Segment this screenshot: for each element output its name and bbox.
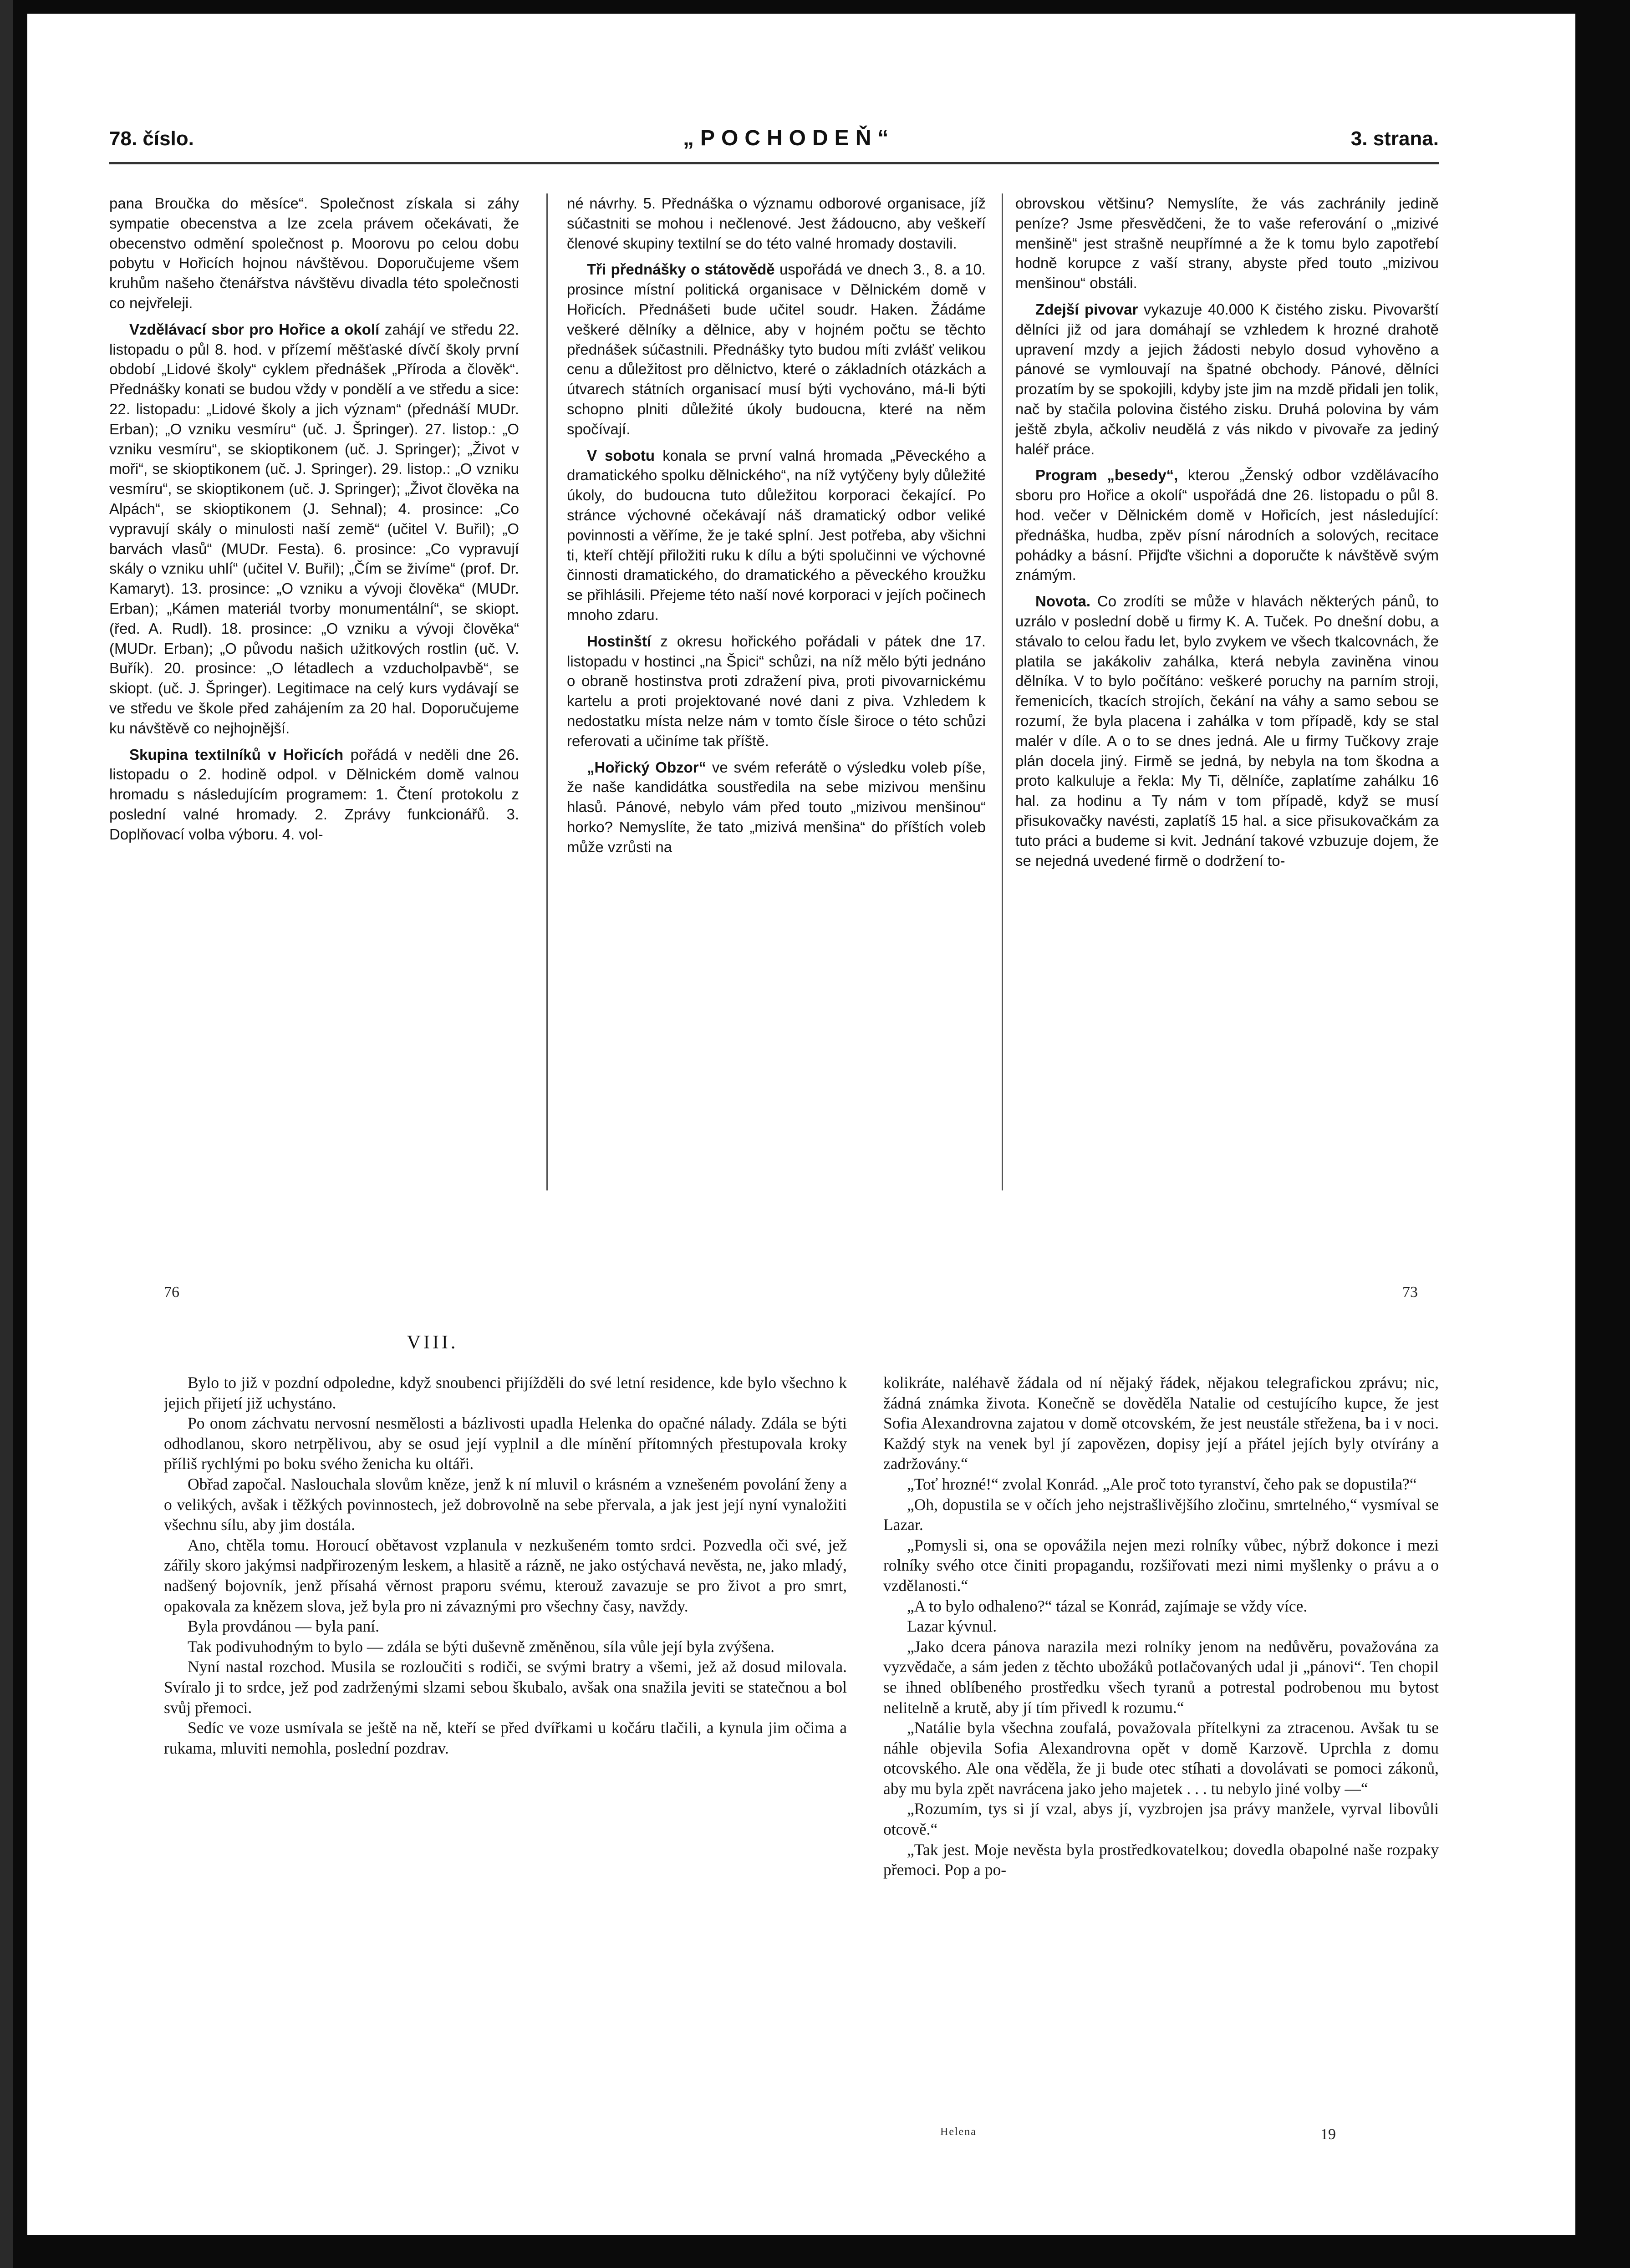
book-paragraph: Sedíc ve voze usmívala se ještě na ně, kteří se před dvířkami u kočáru tlačili, a kynula jim očima a rukama, mluviti nemohla, poslední pozdrav.	[164, 1719, 847, 1757]
book-paragraph: „Jako dcera pánova narazila mezi rolníky jenom na nedůvěru, považována za vyzvědače, a sám jeden z těchto ubožáků potlačovaných udal ji „pánovi“. Ten chopil se ihned oblíbeného prostředku všech tyranů a potrestal podrobenou mu bytost nelitelně a krutě, aby jí tím přivedl k rozumu.“	[883, 1637, 1439, 1717]
book-paragraph: Byla provdánou — byla paní.	[188, 1617, 379, 1636]
article-heading: „Hořický Obzor“	[587, 758, 707, 776]
article-body: konala se první valná hromada „Pěveckého a dramatického spolku dělnického“, na níž vytýčeny byly důležité úkoly, do budoucna tuto důležitou korporaci čekající. Po stránce výchovné očekávají náš dramatický odbor veliké povinnosti a věříme, že je také splní. Jest potřeba, aby všichni ti, kteří chtějí přiložiti ruku k dílu a býti spolučinni ve výchovné činnosti dramatického, do dramatického a pěveckého kroužku se přihlásili. Přejeme této naší nové korporaci v jejích počinech mnoho zdaru.	[567, 447, 986, 623]
header-divider	[109, 162, 1439, 164]
article-obzor-continued: obrovskou většinu? Nemyslíte, že vás zachránily jedině peníze? Jsme přesvědčeni, že to vaše referování o „mizivé menšině“ jest strašně neupřímné a že k tomu bylo zapotřebí hodně korupce z vaší strany, abyste před touto „mizivou menšinou“ obstáli.	[1015, 195, 1439, 292]
article-body: zahájí ve středu 22. listopadu o půl 8. hod. v přízemí měšťaské dívčí školy první období „Lidové školy“ cyklem přednášek „Příroda a člověk“. Přednášky konati se budou vždy v pondělí a ve středu a sice: 22. listopadu: „Lidové školy a jich význam“ (přednáší MUDr. Erban); „O vzniku vesmíru“ (uč. J. Špringer). 27. listop.: „O vzniku vesmíru“, se skioptikonem (uč. J. Springer); „Život v moři“, se skioptikonem (uč. J. Springer). 29. listop.: „O vzniku vesmíru“, se skioptikonem (uč. J. Springer); „Život člověka na Alpách“, se skioptikonem (J. Sehnal); 4. prosince: „Co vypravují skály o minulosti naší země“ (učitel V. Buřil); „O barvách vlasů“ (MUDr. Festa). 6. prosince: „Co vypravují skály o vzniku uhlí“ (učitel V. Buřil); „Čím se živíme“ (prof. Dr. Kamaryt). 13. prosince: „O vzniku a vývoji člověka“ (MUDr. Erban); „Kámen materiál tvorby monumentální“, se skiopt. (řed. A. Rudl). 18. prosince: „O vzniku a vývoji člověka“ (MUDr. Erban); „O původu našich užitkových rostlin (uč. V. Buřík). 20. prosince: „O létadlech a vzducholpavbě“, se skiopt. (uč. J. Špringer). Legitimace na celý kurs vydávají se ve středu ve škole před zahájením za 20 hal. Doporučujeme ku návštěvě co nejhojnější.	[109, 320, 519, 737]
article-heading: Program „besedy“,	[1035, 467, 1178, 484]
book-paragraph: Nyní nastal rozchod. Musila se rozloučiti s rodiči, se svými bratry a všemi, jež až dosud milovala. Svíralo ji to srdce, jež pod zadrženými slzami sebou škubalo, avšak ona snažila jeviti se statečnou a bol svůj přemoci.	[164, 1658, 847, 1717]
book-paragraph: Obřad započal. Naslouchala slovům kněze, jenž k ní mluvil o krásném a vznešeném povolání ženy a o velikých, avšak i těžkých povinnostech, jež dobrovolně na sebe přervala, a jak jest její nyní vynaložiti všechnu sílu, aby jim dostála.	[164, 1475, 847, 1534]
scan-border-left	[0, 0, 13, 2268]
article-heading: Hostinští	[587, 632, 652, 650]
book-right-column	[883, 1373, 1439, 2206]
article-body: vykazuje 40.000 K čistého zisku. Pivovarští dělníci již od jara domáhají se vzhledem k hrozné drahotě upravení mzdy a jejich žádosti nebylo dosud vyhověno a pánové se vymlouvají na špatné obchody. Pánové, dělníci prozatím by se spokojili, kdyby jste jim na mzdě přidali jen tolik, nač by stačila polovina čistého zisku. Druhá polovina by vám ještě zbyla, ačkoliv neudělá z vás nikdo v pivovaře za jediný haléř práce.	[1015, 300, 1439, 458]
book-page-number-left: 76	[164, 1284, 179, 1301]
article-textile-group	[109, 745, 519, 844]
book-page-number-right: 73	[1402, 1284, 1418, 1301]
article-heading: V sobotu	[587, 447, 655, 464]
article-heading: Novota.	[1035, 593, 1091, 610]
article-innkeepers	[567, 631, 986, 751]
book-paragraph: „A to bylo odhaleno?“ tázal se Konrád, zajímaje se vždy více.	[907, 1597, 1308, 1615]
issue-number: 78. číslo.	[109, 127, 194, 150]
book-paragraph: „Toť hrozné!“ zvolal Konrád. „Ale proč toto tyranství, čeho pak se dopustila?“	[907, 1475, 1417, 1493]
column-divider	[546, 193, 548, 1190]
book-footer-page: 19	[1320, 2126, 1336, 2143]
newspaper-header	[109, 123, 1439, 155]
book-paragraph: Bylo to již v pozdní odpoledne, když snoubenci přijížděli do své letní residence, kde bylo všechno k jejich přijetí již uchystáno.	[164, 1373, 847, 1412]
article-heading: Zdejší pivovar	[1035, 300, 1138, 318]
article-heading: Vzdělávací sbor pro Hořice a okolí	[129, 320, 380, 338]
article-novota	[1015, 591, 1439, 870]
book-paragraph: Lazar kývnul.	[907, 1617, 997, 1636]
article-body: Co zrodíti se může v hlavách některých pánů, to uzrálo v poslední době u firmy K. A. Tuček. Po dnešní dobu, a stávalo to celou řadu let, bylo zvykem ve všech tkalcovnách, že platila se jakákoliv zahálka, která nebyla zaviněna vinou dělníka. V to bylo počítáno: veškeré poruchy na parním stroji, řemenicích, tkacích strojích, čekání na váhy a samo sebou se rozumí, že byla placena i zahálka v tom případě, kdy se stal malér v díle. A o to se dnes jedná. Ale u firmy Tučkovy zraje plán docela jiný. Firmě se jedná, by nebyla na tom škodna a proto kalkuluje a řekla: My Ti, dělníče, zaplatíme zahálku 16 hal. za hodinu a Ty nám v tom případě, když se musí přisukovačky navésti, zaplatíš 15 hal. a sice přisukovačkám za tuto práci a budeme si kvit. Jednání takové vzbuzuje dojem, že se nejedná uvedené firmě o dodržení to-	[1015, 593, 1439, 869]
article-state-lectures	[567, 259, 986, 439]
article-heading: Tři přednášky o státovědě	[587, 261, 775, 278]
book-paragraph: Tak podivuhodným to bylo — zdála se býti duševně změněnou, síla vůle její byla zvýšena.	[188, 1637, 775, 1656]
article-moor-theatre: pana Broučka do měsíce“. Společnost získala si záhy sympatie obecenstva a lze zcela právem očekávati, že obecenstvo odmění společnost p. Moorovu po celou dobu pobytu v Hořicích hojnou návštěvou. Doporučujeme všem kruhům našeho čtenářstva návštěvu divadla této společnosti co nejvřeleji.	[109, 195, 519, 311]
column-divider	[1002, 193, 1003, 1190]
article-body: kterou „Ženský odbor vzdělávacího sboru pro Hořice a okolí“ uspořádá dne 26. listopadu o půl 8. hod. večer v Dělnickém domě v Hořicích, jest následující: přednáška, hudba, zpěv písní národních a solových, recitace pohádky a básní. Přijďte všichni a doporučte k návštěvě svým známým.	[1015, 467, 1439, 584]
article-body: z okresu hořického pořádali v pátek dne 17. listopadu v hostinci „na Špici“ schůzi, na níž mělo býti jednáno o obraně hostinstva proti zdražení piva, proti pivovarnickému kartelu a proti projektované nové dani z piva. Vzhledem k nedostatku místa nelze nám v tomto čísle široce o této schůzi referovati a učiníme tak příště.	[567, 632, 986, 749]
book-paragraph: kolikráte, naléhavě žádala od ní nějaký řádek, nějakou telegrafickou zprávu; nic, žádná známka života. Konečně se dověděla Natalie od cestujícího kupce, že jest Sofia Alexandrovna zajatou v domě otcovském, že jest neustále střežena, ba i v noci. Každý styk na venek byl jí zapovězen, dopisy její a přátel jejích byly otvírány a zadržovány.“	[883, 1373, 1439, 1473]
newspaper-column-2	[567, 193, 986, 1200]
article-beseda-program	[1015, 465, 1439, 585]
newspaper-title: „POCHODEŇ“	[683, 126, 895, 150]
book-left-column	[164, 1373, 847, 2206]
book-paragraph: „Tak jest. Moje nevěsta byla prostředkovatelkou; dovedla obapolné naše rozpaky přemoci. Pop a po-	[883, 1840, 1439, 1879]
chapter-heading: VIII.	[407, 1332, 458, 1353]
book-paragraph: „Natálie byla všechna zoufalá, považovala přítelkyni za ztracenou. Avšak tu se náhle objevila Sofia Alexandrovna opět v domě Karzově. Uprchla z domu otcovského. Ale ona věděla, že ji bude otec stíhati a dovolávati se pomoci zákonů, aby mu byla zpět navrácena jako jeho majetek . . . tu nebylo jiné volby —“	[883, 1719, 1439, 1798]
book-paragraph: Ano, chtěla tomu. Horoucí obětavost vzplanula v nezkušeném tomto srdci. Pozvedla oči své, jež zářily skoro jakýmsi nadpřirozeným leskem, a hlasitě a rázně, ne jako ostýchavá nevěsta, ne, jako mladý, nadšený bojovník, jenž přísahá věrnost praporu svému, kterouž zavazuje se pro život a pro smrt, opakovala za knězem slova, jež byla pro ni závaznými pro všechny časy, navždy.	[164, 1536, 847, 1615]
book-paragraph: Po onom záchvatu nervosní nesmělosti a bázlivosti upadla Helenka do opačné nálady. Zdála se býti odhodlanou, skoro netrpělivou, aby se osud její vyplnil a dle mínění přítomných přestupovala kroky příliš rychlými po boku svého ženicha ku oltáři.	[164, 1414, 847, 1473]
scanned-page	[27, 14, 1575, 2235]
newspaper-column-1	[109, 193, 519, 1200]
newspaper-column-3	[1015, 193, 1439, 1200]
article-textile-continued: né návrhy. 5. Přednáška o významu odborové organisace, jíž súčastniti se mohou i nečlenové. Jest žádoucno, aby veškeří členové skupiny textilní se do této valné hromady dostavili.	[567, 195, 986, 252]
page-number: 3. strana.	[1350, 127, 1439, 150]
book-paragraph: „Oh, dopustila se v očích jeho nejstrašlivějšího zločinu, smrtelného,“ vysmíval se Lazar.	[883, 1495, 1439, 1534]
article-body: pořádá v neděli dne 26. listopadu o 2. hodině odpol. v Dělnickém domě valnou hromadu s následujícím programem: 1. Čtení protokolu z poslední valné hromady. 2. Zprávy funkcionářů. 3. Doplňovací volba výboru. 4. vol-	[109, 746, 519, 843]
article-horicky-obzor	[567, 758, 986, 857]
book-paragraph: „Rozumím, tys si jí vzal, abys jí, vyzbrojen jsa právy manžele, vyrval libovůli otcově.“	[883, 1800, 1439, 1839]
book-footer-title: Helena	[940, 2126, 977, 2138]
article-brewery	[1015, 300, 1439, 459]
book-paragraph: „Pomysli si, ona se opovážila nejen mezi rolníky vůbec, nýbrž dokonce i mezi rolníky svého otce činiti propagandu, rozšiřovati mezi nimi myšlenky o právu a o vzdělanosti.“	[883, 1536, 1439, 1595]
article-choir-meeting	[567, 446, 986, 625]
article-lecture-series	[109, 320, 519, 738]
article-heading: Skupina textilníků v Hořicích	[129, 746, 344, 763]
article-body: ve svém referátě o výsledku voleb píše, že naše kandidátka soustředila na sebe mizivou menšinu hlasů. Pánové, nebylo vám před touto „mizivou menšinou“ horko? Nemyslíte, že tato „mizivá menšina“ do příštích voleb může vzrůsti na	[567, 758, 986, 855]
article-body: uspořádá ve dnech 3., 8. a 10. prosince místní politická organisace v Dělnickém domě v Hořicích. Přednášeti bude učitel soudr. Haken. Žádáme veškeré dělníky a dělnice, aby v hojném počtu se těchto přednášek súčastnili. Přednášky tyto budou míti zvlášť velikou cenu a důležitost pro dělnictvo, které o základních otázkách a útvarech státních organisací musí býti vychováno, má-li býti schopno plniti důležité úkoly budoucna, které na něm spočívají.	[567, 261, 986, 437]
